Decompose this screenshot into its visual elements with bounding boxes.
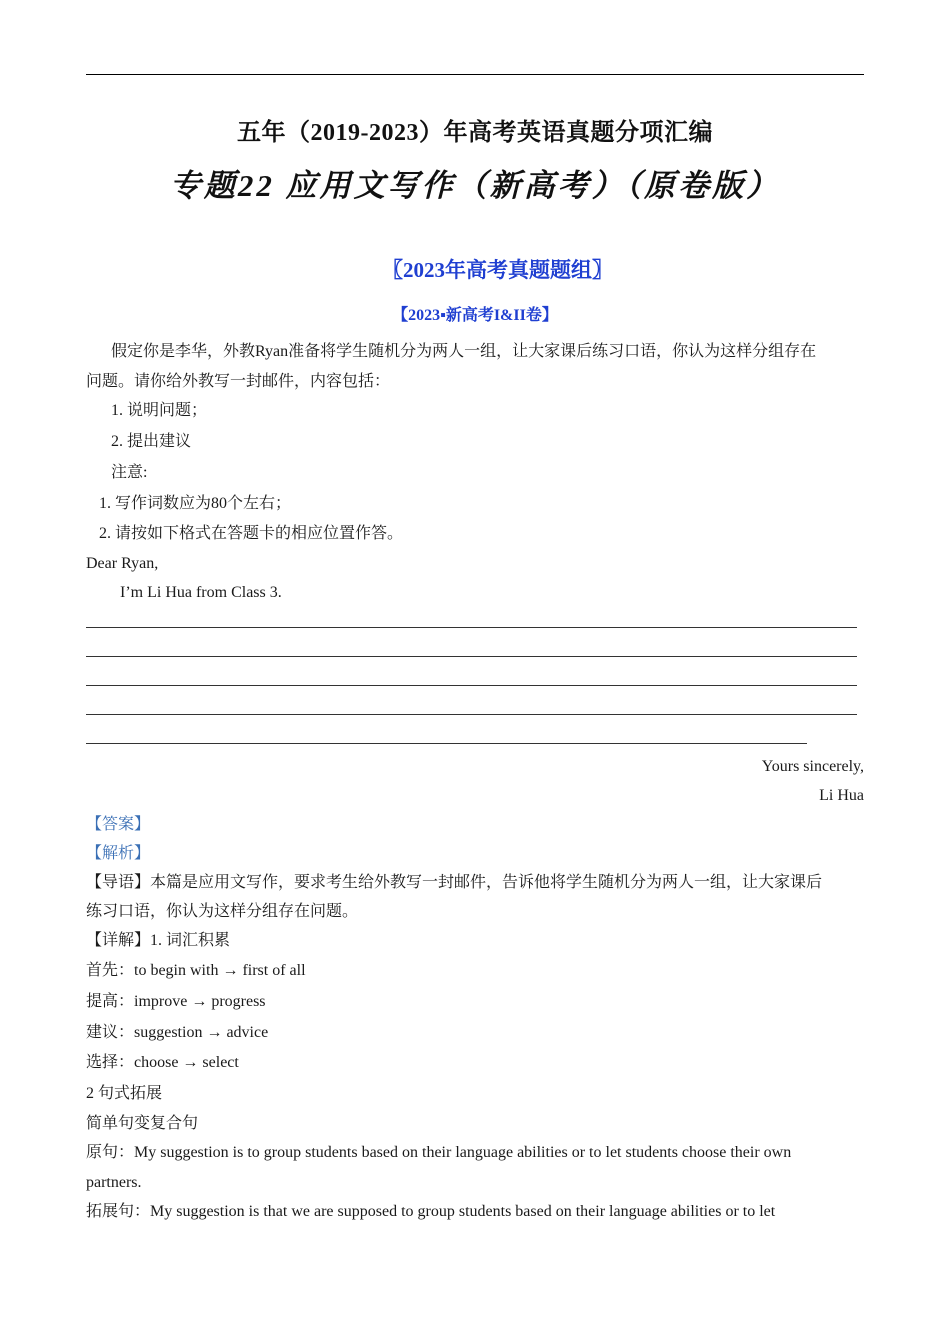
vocab-item-2: 提高：improve → progress: [86, 993, 266, 1010]
exam-title: 【2023▪新高考I&II卷】: [392, 307, 558, 324]
original-sentence-line-1: 原句：My suggestion is to group students based on their language abilities or to let students choose their own: [86, 1144, 792, 1161]
analysis-label: 【解析】: [86, 845, 151, 862]
prompt-line-1: 假定你是李华，外教Ryan准备将学生随机分为两人一组，让大家课后练习口语，你认为这样分组存在: [111, 343, 817, 360]
answer-line: [86, 685, 857, 686]
vocab-item-3: 建议：suggestion → advice: [86, 1024, 269, 1041]
answer-line: [86, 714, 857, 715]
vocab-item-1: 首先：to begin with → first of all: [86, 962, 306, 979]
prompt-item-2: 2. 提出建议: [111, 433, 192, 450]
note-1: 1. 写作词数应为80个左右；: [99, 495, 292, 512]
vocab-item-4: 选择：choose → select: [86, 1054, 239, 1071]
letter-greeting: Dear Ryan,: [86, 555, 159, 572]
answer-line: [86, 627, 857, 628]
answer-line: [86, 743, 807, 744]
note-2: 2. 请按如下格式在答题卡的相应位置作答。: [99, 525, 404, 542]
original-sentence-line-2: partners.: [86, 1174, 142, 1191]
expanded-sentence-line-1: 拓展句：My suggestion is that we are supposed to group students based on their language abilities or to let: [86, 1203, 776, 1220]
document-title: 五年（2019-2023）年高考英语真题分项汇编: [237, 120, 713, 146]
prompt-item-1: 1. 说明问题；: [111, 402, 208, 419]
letter-opening: I’m Li Hua from Class 3.: [120, 584, 282, 601]
intro-line-2: 练习口语，你认为这样分组存在问题。: [86, 903, 359, 920]
letter-signature: Li Hua: [819, 787, 864, 804]
sentence-subheading: 简单句变复合句: [86, 1115, 199, 1132]
group-title: 〖2023年高考真题题组〗: [382, 258, 613, 282]
answer-label: 【答案】: [86, 816, 151, 833]
note-label: 注意:: [111, 464, 148, 481]
prompt-line-2: 问题。请你给外教写一封邮件，内容包括：: [86, 373, 391, 390]
detail-heading: 【详解】1. 词汇积累: [86, 932, 231, 949]
intro-line-1: 【导语】本篇是应用文写作，要求考生给外教写一封邮件，告诉他将学生随机分为两人一组，让大家课后: [86, 874, 823, 891]
top-rule: [86, 74, 864, 75]
sentence-heading: 2 句式拓展: [86, 1085, 163, 1102]
answer-line: [86, 656, 857, 657]
document-subtitle: 专题22 应用文写作（新高考）（原卷版）: [169, 168, 781, 203]
letter-closing: Yours sincerely,: [761, 758, 864, 775]
